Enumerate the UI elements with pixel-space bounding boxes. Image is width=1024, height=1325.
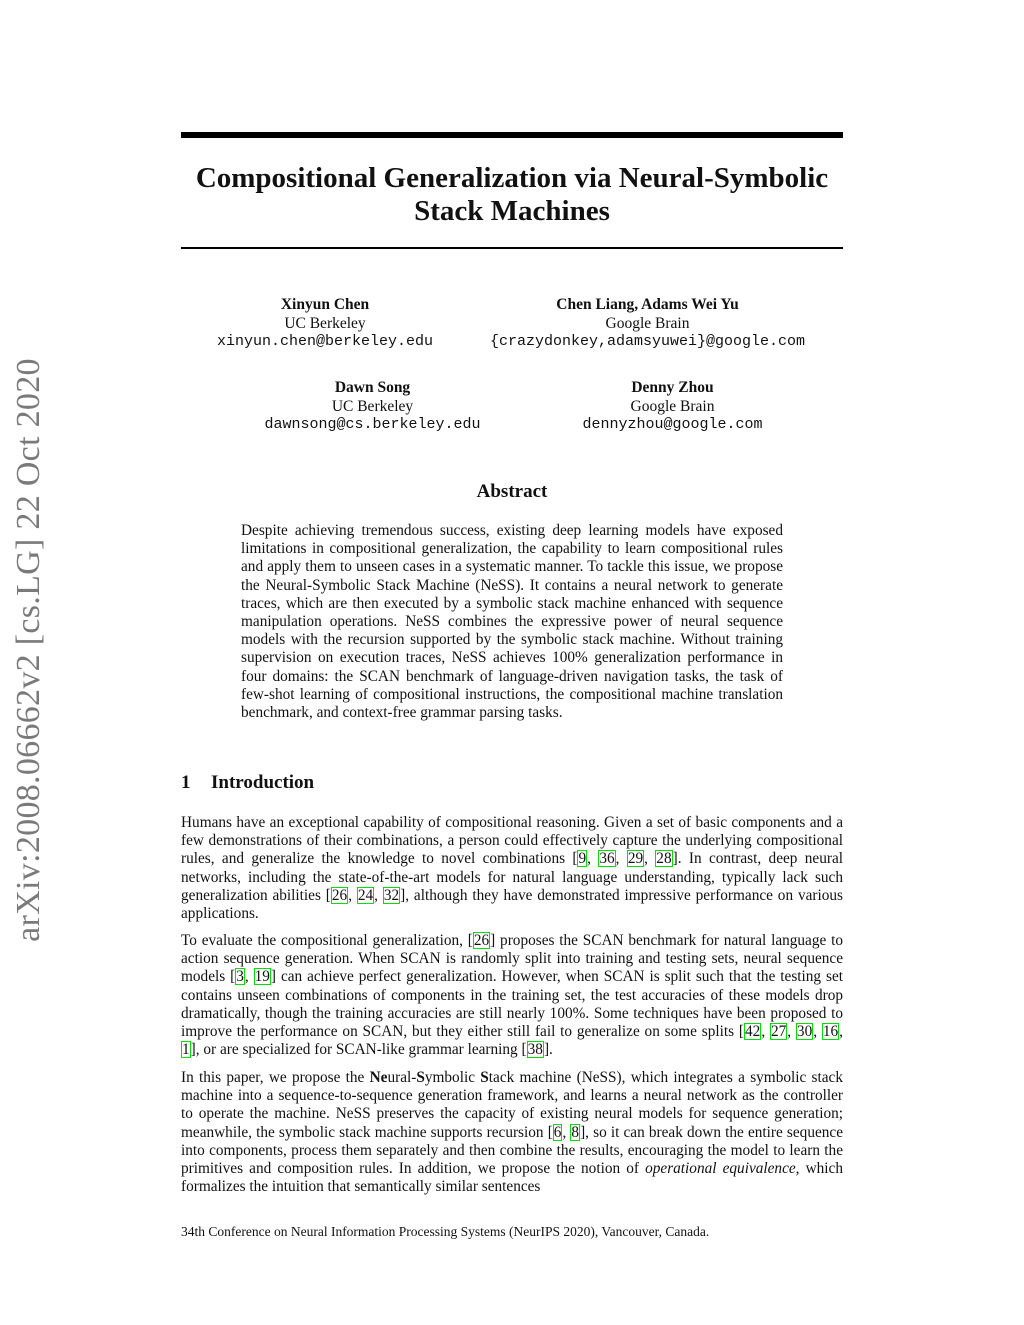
author-affiliation: Google Brain xyxy=(605,314,690,332)
title-line-1: Compositional Generalization via Neural-Symbolic xyxy=(195,162,829,194)
text-run: In this paper, we propose the xyxy=(181,1069,370,1086)
citation-link[interactable]: 6 xyxy=(553,1123,562,1141)
citation-link[interactable]: 32 xyxy=(383,886,400,904)
author-block xyxy=(240,379,505,435)
citation-link[interactable]: 26 xyxy=(473,932,490,949)
section-heading xyxy=(181,772,314,794)
author-affiliation: UC Berkeley xyxy=(331,397,414,415)
author-email[interactable]: dennyzhou@google.com xyxy=(582,416,763,433)
bold-run: S xyxy=(480,1069,489,1086)
text-run: ]. xyxy=(543,1041,553,1059)
author-email[interactable]: {crazydonkey,adamsyuwei}@google.com xyxy=(489,333,806,350)
abstract-text: Despite achieving tremendous success, existing deep learning models have exposed limitations in compositional generalization, the capability to learn compositional rules and apply them to unseen cases in a systematic manner. To tackle this issue, we propose the Neural-Symbolic Stack Machine (NeSS). It contains a neural network to generate traces, which are then executed by a symbolic stack machine enhanced with sequence manipulation operations. NeSS combines the expressive power of neural sequence models with the recursion supported by the symbolic stack machine. Without training supervision on execution traces, NeSS achieves 100% generalization performance in four domains: the SCAN benchmark of language-driven navigation tasks, the task of few-shot learning of compositional instructions, the compositional machine translation benchmark, and context-free grammar parsing tasks. xyxy=(241,522,783,722)
text-run: , which formalizes the intuition that semantically similar sentences xyxy=(181,1160,843,1196)
section-title: Introduction xyxy=(211,772,315,793)
text-run: ], although they have demonstrated impressive performance on various applications. xyxy=(181,886,843,923)
author-name: Dawn Song xyxy=(334,379,411,396)
author-name: Xinyun Chen xyxy=(280,296,370,313)
citation-link[interactable]: 16 xyxy=(822,1023,839,1041)
author-block xyxy=(190,296,460,352)
citation-link[interactable]: 19 xyxy=(254,968,270,986)
text-run: ], so it can break down the entire sequence into components, process them separately and then combine the results, encouraging the model to learn the primitives and composition rules. In addition, we propose the notion of xyxy=(181,1123,843,1178)
paper-title xyxy=(181,162,843,228)
citation-link[interactable]: 29 xyxy=(627,850,644,868)
text-run: To evaluate the compositional generalization, [ xyxy=(181,932,473,949)
intro-paragraph-1: Humans have an exceptional capability of compositional reasoning. Given a set of basic components and a few demonstrations of their combinations, a person could effectively capture the underlying compositional rules, and generalize the knowledge to novel combinations [9, 36, 29, 28]. In contrast, deep neural networks, including the state-of-the-art models for natural language understanding, typically lack such generalization abilities [26, 24, 32], although they have demonstrated impressive performance on various applications. xyxy=(181,814,843,923)
citation-link[interactable]: 36 xyxy=(599,850,615,868)
citation-link[interactable]: 1 xyxy=(182,1041,190,1059)
citation-link[interactable]: 38 xyxy=(527,1041,543,1059)
title-line-2: Stack Machines xyxy=(414,195,610,227)
arxiv-stamp: arXiv:2008.06662v2 [cs.LG] 22 Oct 2020 xyxy=(10,358,47,942)
section-number: 1 xyxy=(181,772,191,793)
text-run: ymbolic xyxy=(424,1069,481,1086)
citation-link[interactable]: 8 xyxy=(571,1123,580,1141)
text-run: ural- xyxy=(387,1069,417,1086)
author-affiliation: UC Berkeley xyxy=(284,314,366,332)
text-run: ] proposes the SCAN benchmark for natural language to action sequence generation. When SCAN is randomly split into training and testing sets, neural sequence models [ xyxy=(181,932,843,986)
text-run: tack machine (NeSS), which integrates a symbolic stack machine into a sequence-to-sequence generation framework, and learns a neural network as the controller to operate the machine. NeSS preserves the capacity of existing neural models for sequence generation; meanwhile, the symbolic stack machine supports recursion [ xyxy=(181,1069,843,1141)
text-run: ]. In contrast, deep neural networks, including the state-of-the-art models for natural language understanding, typically lack such generalization abilities [ xyxy=(181,850,843,904)
italic-run: operational equivalence xyxy=(645,1160,796,1178)
author-name: Chen Liang, Adams Wei Yu xyxy=(556,296,739,313)
bold-run: Ne xyxy=(369,1069,388,1086)
citation-link[interactable]: 24 xyxy=(357,886,374,904)
abstract-heading: Abstract xyxy=(476,481,548,502)
text-run: Humans have an exceptional capability of compositional reasoning. Given a set of basic components and a few demonstrations of their combinations, a person could effectively capture the underlying compositional rules, and generalize the knowledge to novel combinations [ xyxy=(181,814,843,868)
author-name: Denny Zhou xyxy=(631,379,714,396)
citation-link[interactable]: 42 xyxy=(745,1023,761,1041)
citation-link[interactable]: 30 xyxy=(796,1023,813,1041)
author-email[interactable]: dawnsong@cs.berkeley.edu xyxy=(264,416,481,433)
intro-paragraph-3: In this paper, we propose the Neural-Symbolic Stack machine (NeSS), which integrates a symbolic stack machine into a sequence-to-sequence generation framework, and learns a neural network as the controller to operate the machine. NeSS preserves the capacity of existing neural models for sequence generation; meanwhile, the symbolic stack machine supports recursion [6, 8], so it can break down the entire sequence into components, process them separately and then combine the results, encouraging the model to learn the primitives and composition rules. In addition, we propose the notion of operational equivalence, which formalizes the intuition that semantically similar sentences xyxy=(181,1069,843,1196)
citation-link[interactable]: 9 xyxy=(578,850,587,868)
conference-footer: 34th Conference on Neural Information Processing Systems (NeurIPS 2020), Vancouver, Canada. xyxy=(181,1224,710,1239)
intro-paragraph-2: To evaluate the compositional generalization, [26] proposes the SCAN benchmark for natural language to action sequence generation. When SCAN is randomly split into training and testing sets, neural sequence models [3, 19] can achieve perfect generalization. However, when SCAN is split such that the testing set contains unseen combinations of components in the training set, the test accuracies of these models drop dramatically, though the training accuracies are still nearly 100%. Some techniques have been proposed to improve the performance on SCAN, but they either still fail to generalize on some splits [42, 27, 30, 16, 1], or are specialized for SCAN-like grammar learning [38]. xyxy=(181,932,843,1059)
citation-link[interactable]: 3 xyxy=(236,968,244,986)
author-block xyxy=(470,296,825,352)
title-bottom-rule xyxy=(181,247,843,249)
text-run: ] can achieve perfect generalization. However, when SCAN is split such that the testing set contains unseen combinations of components in the training set, the test accuracies of these models drop dramatically, though the training accuracies are still nearly 100%. Some techniques have been proposed to improve the performance on SCAN, but they either still fail to generalize on some splits [ xyxy=(181,968,843,1041)
citation-link[interactable]: 28 xyxy=(656,850,672,868)
bold-run: S xyxy=(416,1069,425,1086)
author-affiliation: Google Brain xyxy=(630,397,715,415)
title-top-rule xyxy=(181,132,843,138)
author-email[interactable]: xinyun.chen@berkeley.edu xyxy=(216,333,434,350)
text-run: ], or are specialized for SCAN-like grammar learning [ xyxy=(190,1041,527,1059)
citation-link[interactable]: 27 xyxy=(770,1023,787,1041)
author-block xyxy=(550,379,795,435)
citation-link[interactable]: 26 xyxy=(331,886,348,904)
